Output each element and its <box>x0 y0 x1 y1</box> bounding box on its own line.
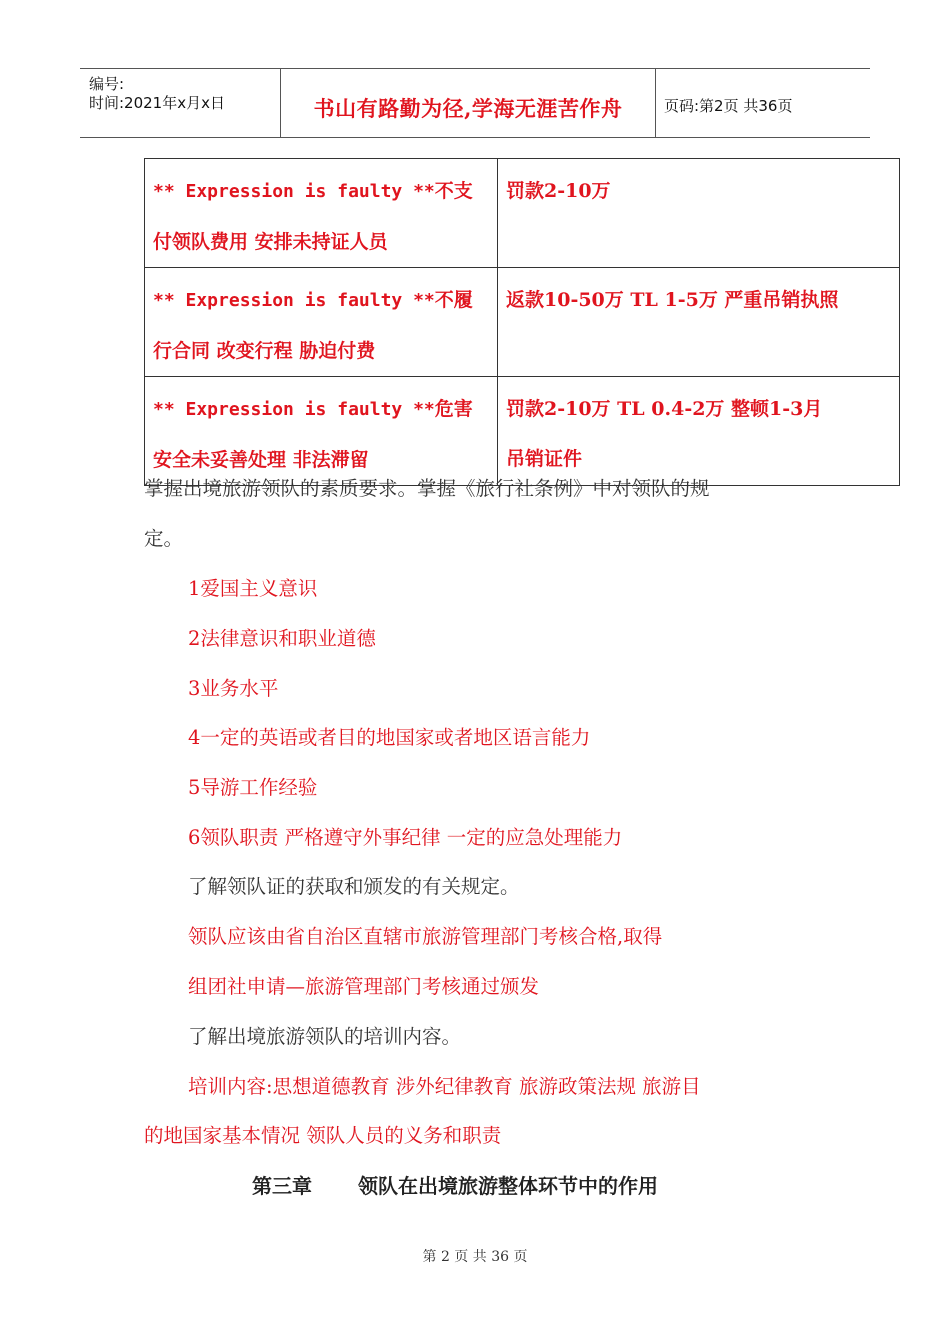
penalty-text: 罚款2-10万 <box>506 180 611 202</box>
intro-paragraph-cont: 定。 <box>144 527 184 550</box>
violation-text-cont: 安全未妥善处理 非法滞留 <box>153 449 369 471</box>
table-cell-violation <box>145 377 498 486</box>
chapter-title: 领队在出境旅游整体环节中的作用 <box>358 1174 658 1198</box>
penalty-text-cont: 吊销证件 <box>506 448 583 470</box>
list-item: 5导游工作经验 <box>188 776 318 799</box>
list-item: 4一定的英语或者目的地国家或者地区语言能力 <box>188 726 591 749</box>
formula-error-text: ** Expression is faulty ** <box>153 290 435 311</box>
training-heading: 了解出境旅游领队的培训内容。 <box>188 1025 462 1048</box>
header-page-cell <box>655 69 870 137</box>
table-row <box>145 268 900 377</box>
training-text-cont: 的地国家基本情况 领队人员的义务和职责 <box>144 1124 502 1147</box>
formula-error-text: ** Expression is faulty ** <box>153 399 435 420</box>
header-motto: 书山有路勤为径,学海无涯苦作舟 <box>313 96 623 121</box>
cert-text: 领队应该由省自治区直辖市旅游管理部门考核合格,取得 <box>188 925 663 948</box>
header-page-info: 页码:第2页 共36页 <box>664 97 793 115</box>
list-item: 2法律意识和职业道德 <box>188 627 376 650</box>
table-row <box>145 377 900 486</box>
list-item: 6领队职责 严格遵守外事纪律 一定的应急处理能力 <box>188 826 623 849</box>
header-meta <box>80 69 280 137</box>
violation-text: 危害 <box>434 398 473 420</box>
table-cell-violation <box>145 268 498 377</box>
penalty-text: 罚款2-10万 TL 0.4-2万 整顿1-3月 <box>506 398 823 420</box>
header-number-label: 编号: <box>89 75 125 93</box>
violation-text-cont: 付领队费用 安排未持证人员 <box>153 231 388 253</box>
cert-heading: 了解领队证的获取和颁发的有关规定。 <box>188 875 520 898</box>
table-cell-violation <box>145 159 498 268</box>
intro-paragraph: 掌握出境旅游领队的素质要求。掌握《旅行社条例》中对领队的规 <box>144 477 710 500</box>
penalty-table <box>144 158 900 486</box>
table-cell-penalty <box>498 268 900 377</box>
cert-text-cont: 组团社申请—旅游管理部门考核通过颁发 <box>188 975 540 998</box>
header-time-label: 时间:2021年x月x日 <box>89 94 225 112</box>
penalty-text: 返款10-50万 TL 1-5万 严重吊销执照 <box>506 289 839 311</box>
violation-text: 不支 <box>434 180 473 202</box>
chapter-number: 第三章 <box>252 1174 312 1198</box>
table-cell-penalty <box>498 159 900 268</box>
formula-error-text: ** Expression is faulty ** <box>153 181 435 202</box>
chapter-heading <box>252 1170 658 1199</box>
table-cell-penalty <box>498 377 900 486</box>
table-row <box>145 159 900 268</box>
violation-text: 不履 <box>434 289 473 311</box>
training-text: 培训内容:思想道德教育 涉外纪律教育 旅游政策法规 旅游目 <box>188 1075 701 1098</box>
page-footer: 第 2 页 共 36 页 <box>422 1249 528 1265</box>
list-item: 1爱国主义意识 <box>188 577 318 600</box>
page-header <box>80 68 870 138</box>
header-motto-cell <box>280 69 656 137</box>
violation-text-cont: 行合同 改变行程 胁迫付费 <box>153 340 376 362</box>
list-item: 3业务水平 <box>188 677 279 700</box>
